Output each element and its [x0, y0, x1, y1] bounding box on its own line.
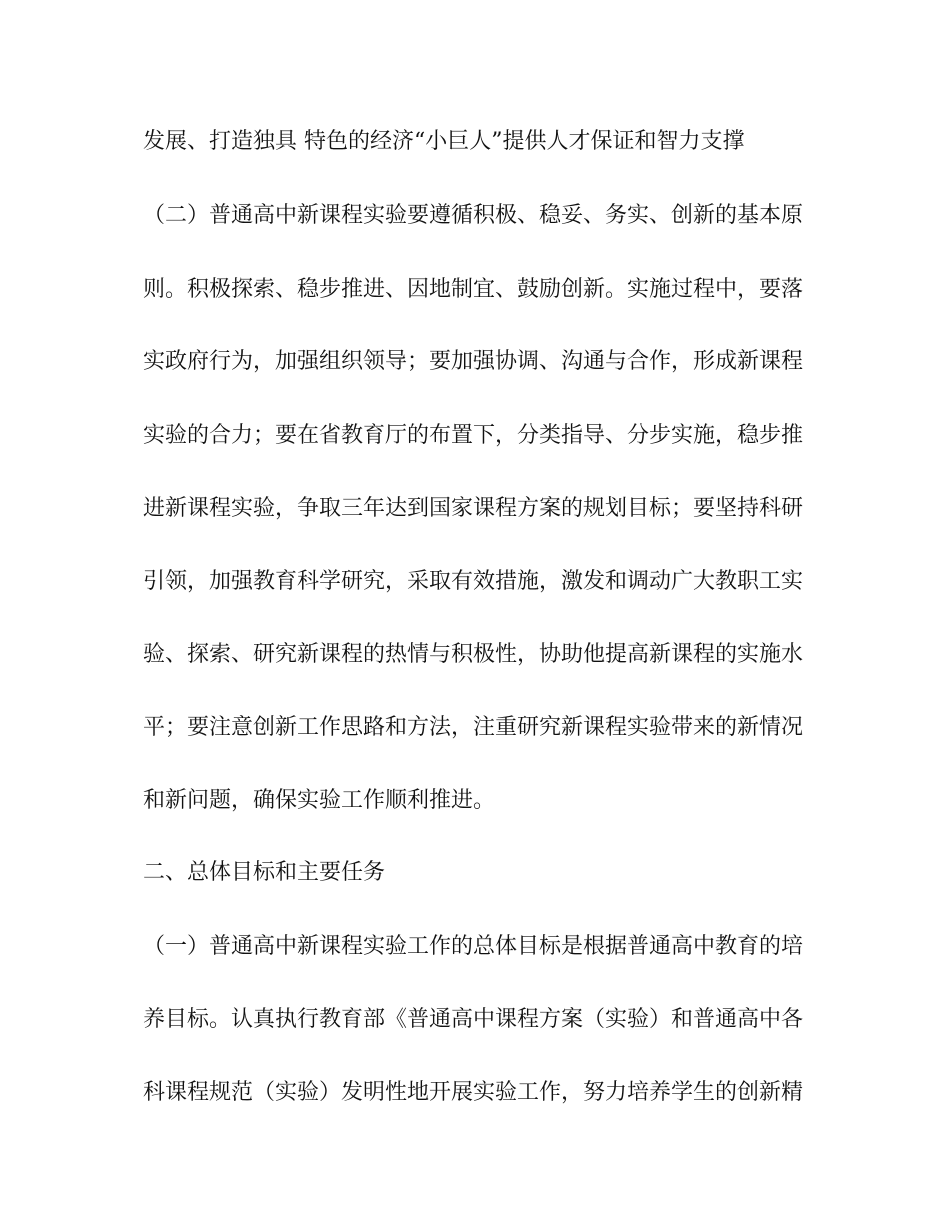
- body-text-line: 实政府行为，加强组织领导；要加强协调、沟通与合作，形成新课程: [143, 349, 804, 374]
- body-text-line: 养目标。认真执行教育部《普通高中课程方案（实验）和普通高中各: [143, 1007, 804, 1032]
- body-text-line: （二）普通高中新课程实验要遵循积极、稳妥、务实、创新的基本原: [143, 203, 804, 228]
- body-text-line: 引领，加强教育科学研究，采取有效措施，激发和调动广大教职工实: [143, 569, 804, 594]
- body-text-line: （一）普通高中新课程实验工作的总体目标是根据普通高中教育的培: [143, 934, 804, 959]
- body-text-line: 验、探索、研究新课程的热情与积极性，协助他提高新课程的实施水: [143, 642, 804, 667]
- body-text-line: 和新问题，确保实验工作顺利推进。: [143, 788, 496, 813]
- body-text-line: 科课程规范（实验）发明性地开展实验工作，努力培养学生的创新精: [143, 1080, 804, 1105]
- body-text-line: 则。积极探索、稳步推进、因地制宜、鼓励创新。实施过程中，要落: [143, 277, 804, 302]
- section-heading: 二、总体目标和主要任务: [143, 860, 386, 885]
- body-text-line: 平；要注意创新工作思路和方法，注重研究新课程实验带来的新情况: [143, 715, 804, 740]
- body-text-line: 实验的合力；要在省教育厅的布置下，分类指导、分步实施，稳步推: [143, 423, 804, 448]
- body-text-line: 发展、打造独具 特色的经济“小巨人”提供人才保证和智力支撑: [143, 129, 745, 154]
- body-text-line: 进新课程实验，争取三年达到国家课程方案的规划目标；要坚持科研: [143, 496, 804, 521]
